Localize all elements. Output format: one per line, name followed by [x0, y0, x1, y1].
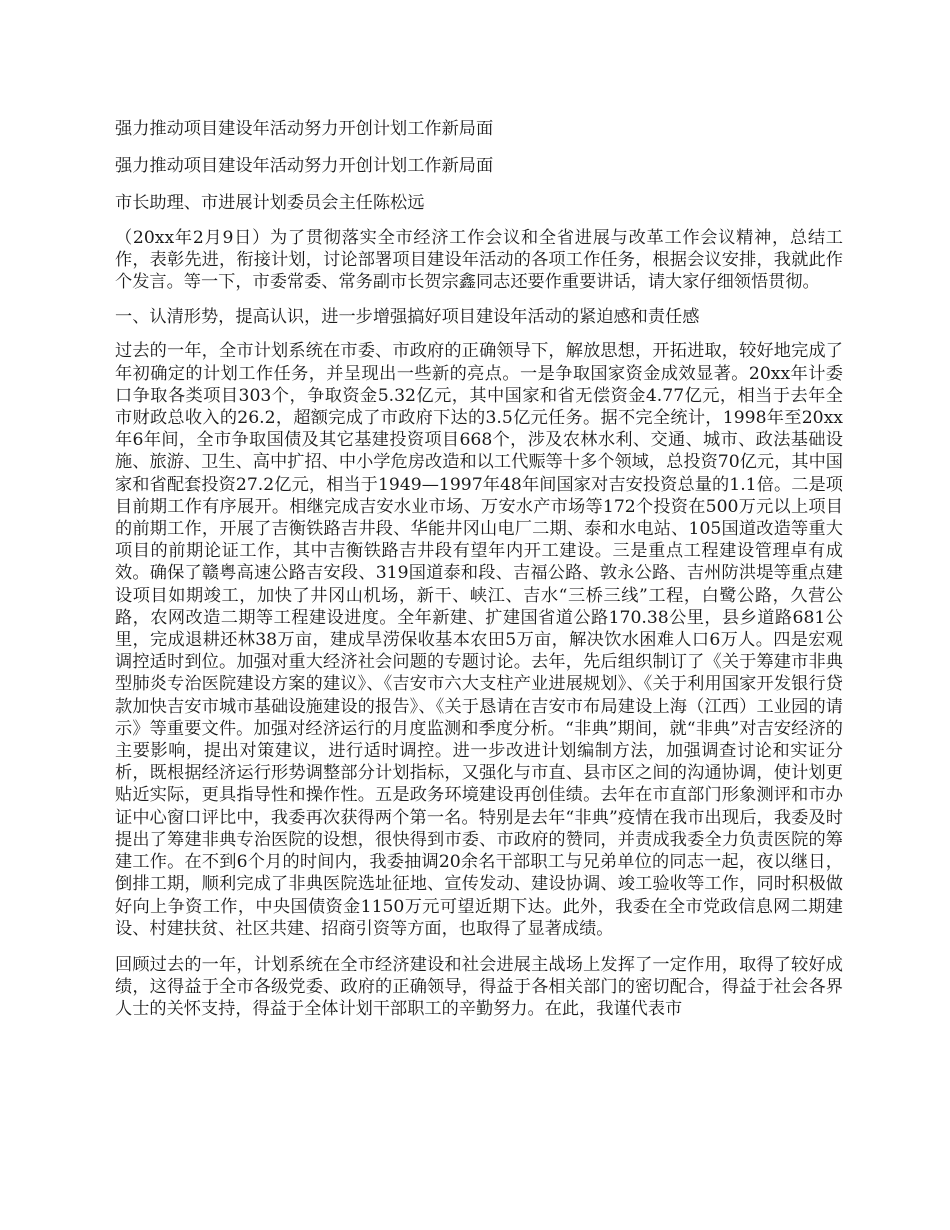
section-heading: 一、认清形势，提高认识，进一步增强搞好项目建设年活动的紧迫感和责任感 — [115, 307, 700, 328]
body-paragraph: 过去的一年，全市计划系统在市委、市政府的正确领导下，解放思想，开拓进取，较好地完成了年初确定的计划工作任务，并呈现出一些新的亮点。一是争取国家资金成效显著。20xx年计委口争取各类项目303个，争取资金5.32亿元，其中国家和省无偿资金4.77亿元，相当于去年全市财政总收入的26.2，超额完成了市政府下达的3.5亿元任务。据不完全统计，1998年至20xx年6年间，全市争取国债及其它基建投资项目668个，涉及农林水利、交通、城市、政法基础设施、旅游、卫生、高中扩招、中小学危房改造和以工代赈等十多个领域，总投资70亿元，其中国家和省配套投资27.2亿元，相当于1949—1997年48年间国家对吉安投资总量的1.1倍。二是项目前期工作有序展开。相继完成吉安水业市场、万安水产市场等172个投资在500万元以上项目的前期工作，开展了吉衡铁路吉井段、华能井冈山电厂二期、泰和水电站、105国道改造等重大项目的前期论证工作，其中吉衡铁路吉井段有望年内开工建设。三是重点工程建设管理卓有成效。确保了赣粤高速公路吉安段、319国道泰和段、吉福公路、敦永公路、吉州防洪堤等重点建设项目如期竣工，加快了井冈山机场，新干、峡江、吉水“三桥三线”工程，白鹭公路，久营公路，农网改造二期等工程建设进度。全年新建、扩建国省道公路170.38公里，县乡道路681公里，完成退耕还林38万亩，建成旱涝保收基本农田5万亩，解决饮水困难人口6万人。四是宏观调控适时到位。加强对重大经济社会问题的专题讨论。去年，先后组织制订了《关于筹建市非典型肺炎专治医院建设方案的建议》、《吉安市六大支柱产业进展规划》、《关于利用国家开发银行贷款加快吉安市城市基础设施建设的报告》、《关于恳请在吉安市布局建设上海（江西）工业园的请示》等重要文件。加强对经济运行的月度监测和季度分析。“非典”期间，就“非典”对吉安经济的主要影响，提出对策建议，进行适时调控。进一步改进计划编制方法，加强调查讨论和实证分析，既根据经济运行形势调整部分计划指标，又强化与市直、县市区之间的沟通协调，使计划更贴近实际，更具指导性和操作性。五是政务环境建设再创佳绩。去年在市直部门形象测评和市办证中心窗口评比中，我委再次获得两个第一名。特别是去年“非典”疫情在我市出现后，我委及时提出了筹建非典专治医院的设想，很快得到市委、市政府的赞同，并责成我委全力负责医院的筹建工作。在不到6个月的时间内，我委抽调20余名干部职工与兄弟单位的同志一起，夜以继日，倒排工期，顺利完成了非典医院选址征地、宣传发动、建设协调、竣工验收等工作，同时积极做好向上争资工作，中央国债资金1150万元可望近期下达。此外，我委在全市党政信息网二期建设、村建扶贫、社区共建、招商引资等方面，也取得了显著成绩。 — [115, 341, 843, 939]
document-subtitle: 强力推动项目建设年活动努力开创计划工作新局面 — [115, 156, 494, 177]
document-title: 强力推动项目建设年活动努力开创计划工作新局面 — [115, 119, 494, 139]
document-author: 市长助理、市进展计划委员会主任陈松远 — [115, 193, 425, 214]
document-page — [115, 118, 843, 1021]
body-paragraph: 回顾过去的一年，计划系统在全市经济建设和社会进展主战场上发挥了一定作用，取得了较好成绩，这得益于全市各级党委、政府的正确领导，得益于各相关部门的密切配合，得益于社会各界人士的关怀支持，得益于全体计划干部职工的辛勤努力。在此，我谨代表市 — [115, 954, 843, 1020]
intro-paragraph: （20xx年2月9日）为了贯彻落实全市经济工作会议和全省进展与改革工作会议精神，总结工作，表彰先进，衔接计划，讨论部署项目建设年活动的各项工作任务，根据会议安排，我就此作个发言。等一下，市委常委、常务副市长贺宗鑫同志还要作重要讲话，请大家仔细领悟贯彻。 — [115, 227, 843, 293]
